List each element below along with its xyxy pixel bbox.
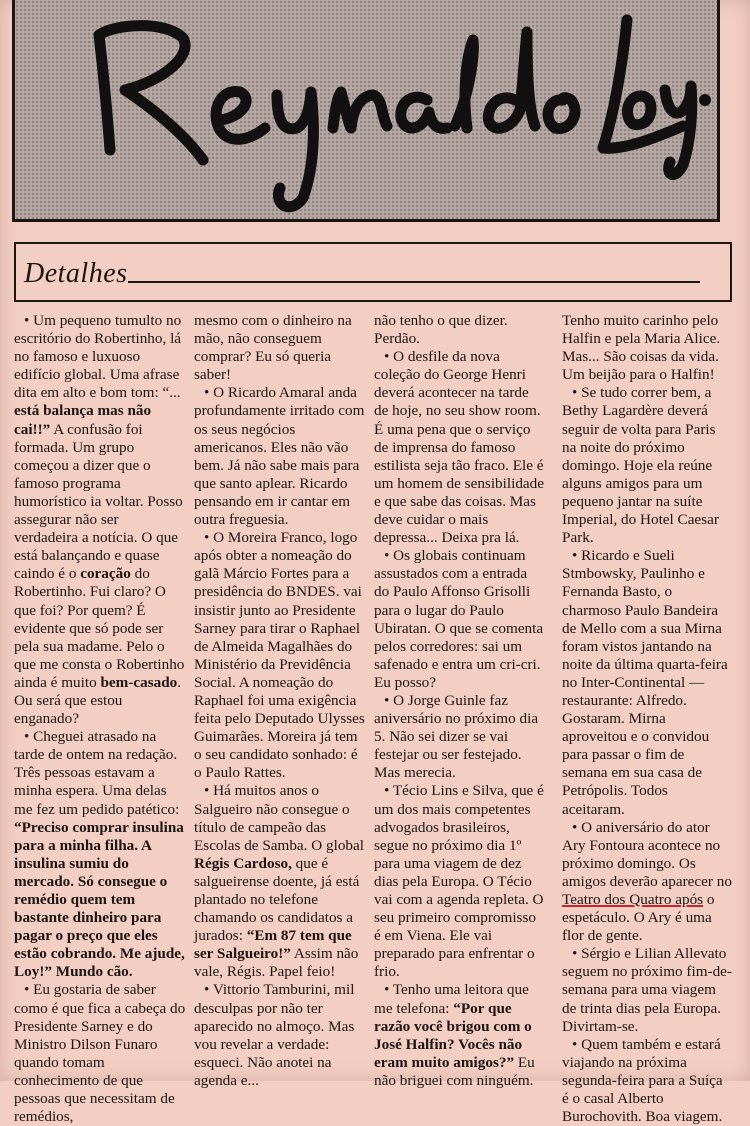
text-run: • Cheguei atrasado na tarde de ontem na redação. Três pessoas estavam a minha espera. Uma delas me fez um pedido patético: [14,728,180,818]
text-run: mesmo com o dinheiro na mão, não conseguem comprar? Eu só queria saber! [194,312,352,384]
column-paragraph [194,782,366,981]
text-run: • O Jorge Guinle faz aniversário no próximo dia 5. Não sei dizer se vai festejar ou ser festejado. Mas merecia. [374,691,539,782]
column-paragraph [194,384,366,529]
text-column-3 [374,312,546,1089]
signature-image [15,0,717,219]
column-paragraph [374,348,546,547]
text-run: • Quem também e estará viajando na próxima segunda-feira para a Suíça é o casal Alberto Burochovith. Boa viagem. [562,1035,723,1126]
text-run: Eu não briguei com ninguém. [374,1053,535,1089]
text-run: não tenho o que dizer. Perdão. [374,312,508,348]
text-run: • Há muitos anos o Salgueiro não consegue o título de campeão das Escolas de Samba. O global [194,782,364,854]
column-paragraph [562,945,732,1035]
bold-text-run: “Em 87 tem que ser Salgueiro!” [194,927,352,963]
column-paragraph [374,981,546,1090]
bold-text-run: Régis Cardoso, [194,854,292,872]
text-run: Assim não vale, Régis. Papel feio! [194,945,359,981]
column-paragraph [562,312,732,384]
signature-banner [12,0,720,222]
text-column-1 [14,312,186,1126]
text-run: Teatro dos Quatro após [562,891,704,908]
bold-text-run: “Por que razão você brigou com o José Halfin? Vocês não eram muito amigos?” [374,999,532,1071]
column-paragraph [374,312,546,348]
text-run: • Sérgio e Lilian Allevato seguem no próximo fim-de-semana para uma viagem de trinta dias pela Europa. Divirtam-se. [562,945,732,1035]
section-title: Detalhes [24,258,128,289]
text-run: do Robertinho. Fui claro? O que foi? Por quem? É evidente que só pode ser pela sua madame. Pelo o que me consta o Robertinho ainda é muito [14,565,185,691]
bold-text-run: bem-casado [100,673,178,691]
column-paragraph [14,981,186,1126]
section-rule [128,281,700,283]
text-run: • Tenho uma leitora que me telefona: [374,981,529,1017]
text-column-2 [194,312,366,1089]
text-run: • Os globais continuam assustados com a entrada do Paulo Affonso Grisolli para o lugar do Paulo Ubiratan. O que se comenta pelos corredores: sai um safenado e entra um cri-cri. Eu posso? [374,547,544,691]
bold-text-run: está balança mas não cai!!” [14,402,152,438]
column-paragraph [194,529,366,782]
text-run: • Técio Lins e Silva, que é um dos mais competentes advogados brasileiros, segue no próximo dia 1º para uma viagem de dez dias pela Europa. O Técio vai com a agenda repleta. O seu primeiro compromisso é em Viena. Ele vai preparado para enfrentar o frio. [374,782,544,981]
text-column-4 [562,312,732,1126]
bold-text-run: “Preciso comprar insulina para a minha filha. A insulina sumiu do mercado. Só consegue o remédio quem tem bastante dinheiro para pagar o preço que eles estão cobrando. Me ajude, Loy!” Mundo cão. [14,818,185,981]
column-paragraph [374,692,546,782]
column-paragraph [562,819,732,946]
text-run: A confusão foi formada. Um grupo começou a dizer que o famoso programa humorístico ia voltar. Posso assegurar não ser verdadeira a notícia. O que está balançando e quase caindo é o [14,420,183,583]
column-paragraph [562,1036,732,1126]
text-run: • Ricardo e Sueli Stmbowsky, Paulinho e Fernanda Basto, o charmoso Paulo Bandeira de Mello com a sua Mirna foram vistos jantando na noite da última quarta-feira no Inter-Continental — restaurante: Alfredo. Gostaram. Mirna aproveitou e o convidou para passar o fim de semana em sua casa de Petrópolis. Todos aceitaram. [562,547,728,818]
text-run: • O desfile da nova coleção do George Henri deverá acontecer na tarde de hoje, no seu show room. É uma pena que o serviço de imprensa do famoso estilista seja tão fraco. Ele é um homem de sensibilidade e que sabe das coisas. Mas deve cuidar o mais depressa... Deixa pra lá. [374,348,544,547]
column-paragraph [194,312,366,384]
column-paragraph [562,547,732,818]
text-run: • Se tudo correr bem, a Bethy Lagardère deverá seguir de volta para Paris na noite do próximo domingo. Hoje ela reúne alguns amigos para um pequeno jantar na suíte Imperial, do Hotel Caesar Park. [562,384,719,547]
bold-text-run: coração [80,565,131,583]
column-paragraph [14,312,186,728]
text-run: • O Ricardo Amaral anda profundamente irritado com os seus negócios americanos. Eles não vão bem. Já não sabe mais para que santo aplear. Ricardo pensando em ir cantar em outra freguesia. [194,384,365,529]
text-run: • Eu gostaria de saber como é que fica a cabeça do Presidente Sarney e do Ministro Dilson Funaro quando tomam conhecimento de que pessoas que necessitam de remédios, [14,981,186,1126]
text-run: . Ou será que estou enganado? [14,673,182,728]
text-run: Tenho muito carinho pelo Halfin e pela Maria Alice. Mas... São coisas da vida. Um beijão para o Halfin! [562,312,721,384]
column-paragraph [14,728,186,981]
text-run: que é salgueirense doente, já está plantado no telefone chamando os candidatos a jurados: [194,854,360,945]
column-paragraph [194,981,366,1090]
section-header [14,242,732,302]
text-run: • Vittorio Tamburini, mil desculpas por não ter aparecido no almoço. Mas vou revelar a verdade: esqueci. Não anotei na agenda e... [194,981,355,1089]
column-paragraph [374,782,546,981]
column-paragraph [374,547,546,692]
text-run: • O Moreira Franco, logo após obter a nomeação do galã Márcio Fortes para a presidência do BNDES. vai insistir junto ao Presidente Sarney para tirar o Raphael de Almeida Magalhães do Ministério da Previdência Social. A nomeação do Raphael foi uma exigência feita pelo Deputado Ulysses Guimarães. Moreira já tem o seu candidato sonhado: é o Paulo Rattes. [194,529,365,782]
column-paragraph [562,384,732,547]
text-run: • O aniversário do ator Ary Fontoura acontece no próximo domingo. Os amigos deverão aparecer no [562,818,732,890]
text-run: • Um pequeno tumulto no escritório do Robertinho, lá no famoso e luxuoso edifício global. Uma afrase dita em alto e bom tom: “... [14,312,182,402]
text-run: o espetáculo. O Ary é uma flor de gente. [562,891,715,945]
